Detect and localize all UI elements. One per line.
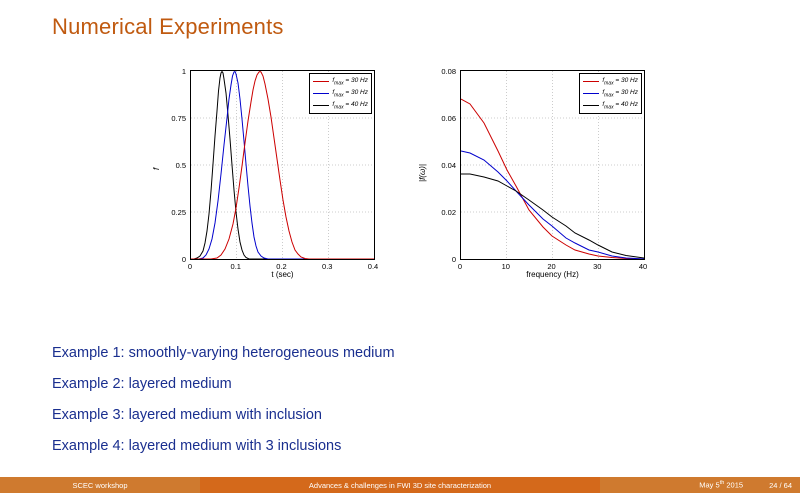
y-tick-label: 0.06 (441, 114, 456, 123)
y-tick-label: 0.25 (171, 208, 186, 217)
legend-left (309, 73, 372, 114)
figure-panel (150, 62, 670, 287)
legend-swatch-black (313, 105, 329, 106)
legend-item (583, 76, 638, 88)
footer-middle: Advances & challenges in FWI 3D site characterization (200, 477, 600, 493)
chart-time-domain (150, 62, 390, 287)
legend-swatch-red (583, 81, 599, 82)
y-tick-label: 0.5 (175, 161, 186, 170)
y-tick-label: 1 (181, 67, 186, 76)
y-tick-label: 0 (451, 255, 456, 264)
x-tick-label: 0.1 (230, 262, 241, 271)
y-axis-label-right: |f(ω)| (418, 164, 427, 182)
plot-area-left (190, 70, 375, 260)
legend-label: $f_{max} = 40$ Hz (332, 100, 368, 110)
x-tick-label: 0.3 (322, 262, 333, 271)
bullet-list (52, 340, 395, 464)
x-tick-label: 40 (638, 262, 648, 271)
legend-label: $f_{max} = 30$ Hz (602, 88, 638, 99)
legend-item (313, 100, 368, 112)
footer-bar (0, 477, 800, 493)
x-tick-label: 10 (501, 262, 510, 271)
x-axis-label-right: frequency (Hz) (526, 270, 579, 279)
x-axis-label-left: t (sec) (271, 270, 294, 279)
y-tick-label: 0 (181, 255, 186, 264)
x-tick-label: 0.4 (367, 262, 379, 271)
footer-left: SCEC workshop (0, 477, 200, 493)
page-title: Numerical Experiments (52, 14, 284, 39)
legend-swatch-blue (313, 93, 329, 94)
x-tick-label: 0 (457, 262, 463, 271)
legend-item (313, 88, 368, 100)
plot-area-right (460, 70, 645, 260)
x-tick-label: 30 (593, 262, 602, 271)
legend-label: $f_{max} = 30$ Hz (332, 77, 368, 87)
y-axis-label-left: f (152, 167, 161, 170)
legend-swatch-black (583, 105, 599, 106)
legend-swatch-blue (583, 93, 599, 94)
legend-label: $f_{max} = 30$ Hz (332, 88, 368, 99)
legend-label: $f_{max} = 40$ Hz (602, 100, 638, 110)
list-item: Example 4: layered medium with 3 inclusions (52, 438, 342, 454)
y-tick-label: 0.02 (441, 208, 456, 217)
list-item: Example 3: layered medium with inclusion (52, 407, 322, 423)
list-item: Example 2: layered medium (52, 376, 232, 392)
y-tick-label: 0.08 (441, 67, 456, 76)
legend-item (583, 100, 638, 112)
legend-label: $f_{max} = 30$ Hz (602, 77, 638, 87)
list-item: Example 1: smoothly-varying heterogeneous medium (52, 345, 395, 361)
x-tick-label: 20 (547, 262, 556, 271)
footer-page-number: 24 / 64 (769, 480, 792, 490)
footer-date: May 5th 2015 (699, 480, 744, 490)
x-tick-label: 0.2 (276, 262, 287, 271)
legend-right (579, 73, 642, 114)
legend-item (583, 88, 638, 100)
legend-item (313, 76, 368, 88)
y-tick-label: 0.75 (171, 114, 186, 123)
x-tick-label: 0 (187, 262, 193, 271)
y-tick-label: 0.04 (441, 161, 456, 170)
legend-swatch-red (313, 81, 329, 82)
footer-right (600, 477, 800, 493)
chart-frequency-domain (420, 62, 660, 287)
